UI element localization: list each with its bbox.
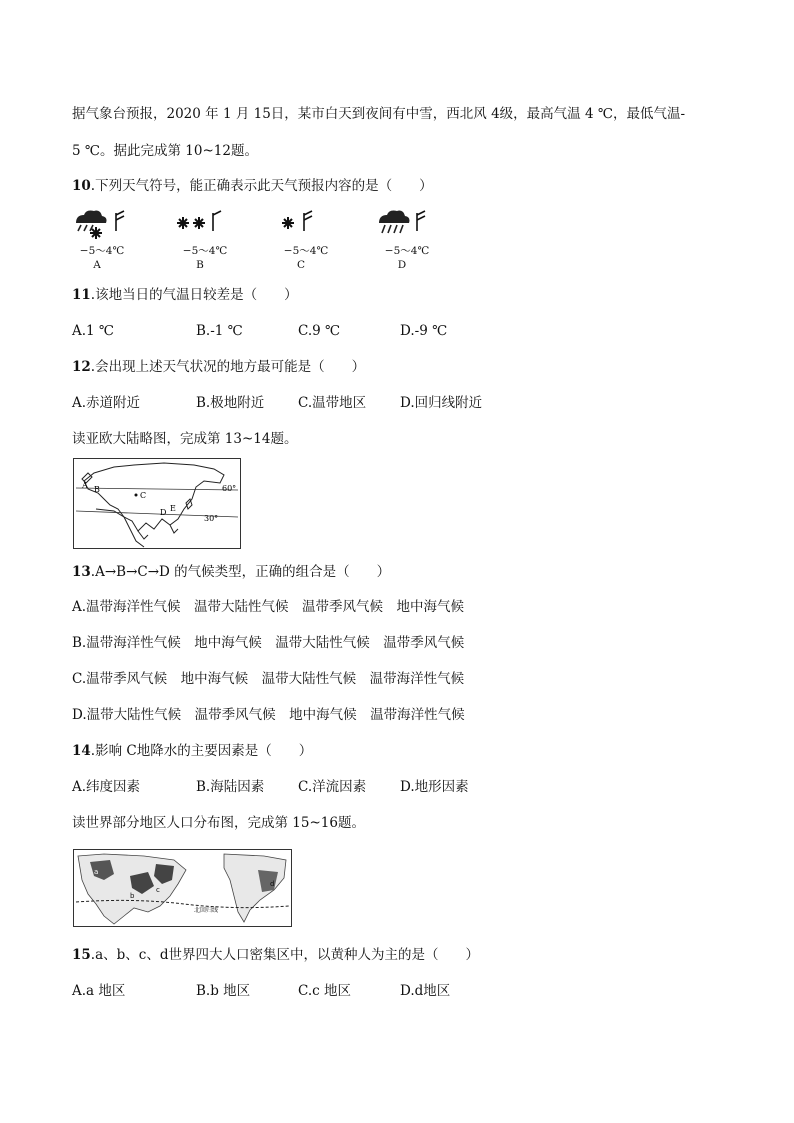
label-e: E	[170, 504, 176, 513]
option-d: D.d地区	[400, 983, 451, 999]
option-b: B.-1 ℃	[196, 323, 243, 339]
option-a: A.1 ℃	[72, 323, 115, 339]
snow-snow-wind-icon	[175, 207, 239, 241]
eurasia-map	[73, 458, 241, 549]
option-d: D.回归线附近	[400, 395, 483, 411]
weather-symbol-c	[276, 207, 346, 273]
question-14	[72, 741, 312, 761]
weather-symbol-b	[175, 207, 245, 273]
symbol-temperature: −5～4℃	[79, 245, 125, 257]
read-instruction-1: 读亚欧大陆略图，完成第 13~14题。	[72, 431, 298, 447]
label-a: a	[94, 868, 99, 876]
question-number: 13	[72, 564, 91, 580]
option-c: C.9 ℃	[298, 323, 341, 339]
option-a: A.赤道附近	[72, 395, 141, 411]
question-number: 10	[72, 178, 91, 194]
label-c: c	[156, 886, 160, 894]
question-15	[72, 945, 479, 965]
question-number: 15	[72, 947, 91, 963]
question-text: .会出现上述天气状况的地方最可能是（ ）	[90, 359, 366, 375]
symbol-letter: A	[93, 259, 101, 271]
weather-symbol-d	[377, 207, 447, 273]
label-a: A	[82, 481, 88, 490]
question-11	[72, 285, 298, 305]
option-b: B.极地附近	[196, 395, 265, 411]
symbol-temperature: −5～4℃	[283, 245, 329, 257]
question-text: .下列天气符号，能正确表示此天气预报内容的是（ ）	[90, 178, 433, 194]
symbol-temperature: −5～4℃	[384, 245, 430, 257]
q13-option-a: A.温带海洋性气候 温带大陆性气候 温带季风气候 地中海气候	[72, 599, 465, 615]
cloud-snow-wind-icon	[72, 207, 136, 241]
question-text: .A→B→C→D 的气候类型，正确的组合是（ ）	[90, 564, 391, 580]
label-d: D	[160, 508, 167, 517]
label-d: d	[270, 880, 275, 888]
question-number: 12	[72, 359, 91, 375]
read-instruction-2: 读世界部分地区人口分布图，完成第 15~16题。	[72, 815, 365, 831]
option-b: B.海陆因素	[196, 779, 265, 795]
intro-line-2: 5 ℃。据此完成第 10~12题。	[72, 143, 258, 159]
option-a: A.a 地区	[72, 983, 126, 999]
snow-wind-icon	[276, 207, 340, 241]
cloud-rain-wind-icon	[377, 207, 441, 241]
question-number: 11	[72, 287, 91, 303]
lat-60-label: 60°	[222, 484, 237, 493]
symbol-letter: C	[296, 259, 306, 271]
world-population-map	[73, 849, 292, 927]
symbol-letter: B	[196, 259, 204, 271]
option-a: A.纬度因素	[72, 779, 141, 795]
option-d: D.地形因素	[400, 779, 469, 795]
label-b: B	[94, 485, 100, 494]
option-c: C.c 地区	[298, 983, 351, 999]
q13-option-c: C.温带季风气候 地中海气候 温带大陆性气候 温带海洋性气候	[72, 671, 465, 687]
q13-option-b: B.温带海洋性气候 地中海气候 温带大陆性气候 温带季风气候	[72, 635, 465, 651]
lat-30-label: 30°	[204, 514, 219, 523]
question-10	[72, 176, 433, 196]
option-c: C.温带地区	[298, 395, 367, 411]
symbol-letter: D	[397, 259, 407, 271]
tropic-label: 北回归线	[194, 907, 219, 914]
question-13	[72, 562, 390, 582]
weather-symbol-a	[72, 207, 142, 273]
question-text: .a、b、c、d世界四大人口密集区中，以黄种人为主的是（ ）	[90, 947, 479, 963]
symbol-temperature: −5～4℃	[182, 245, 228, 257]
question-text: .该地当日的气温日较差是（ ）	[90, 287, 298, 303]
option-d: D.-9 ℃	[400, 323, 448, 339]
option-b: B.b 地区	[196, 983, 251, 999]
question-12	[72, 357, 365, 377]
q13-option-d: D.温带大陆性气候 温带季风气候 地中海气候 温带海洋性气候	[72, 707, 465, 723]
question-number: 14	[72, 743, 91, 759]
question-text: .影响 C地降水的主要因素是（ ）	[90, 743, 313, 759]
intro-line-1: 据气象台预报，2020 年 1 月 15日，某市白天到夜间有中雪，西北风 4级，最高气温 4 ℃，最低气温-	[72, 106, 686, 122]
label-b: b	[130, 892, 135, 900]
option-c: C.洋流因素	[298, 779, 367, 795]
label-c: C	[140, 491, 147, 500]
